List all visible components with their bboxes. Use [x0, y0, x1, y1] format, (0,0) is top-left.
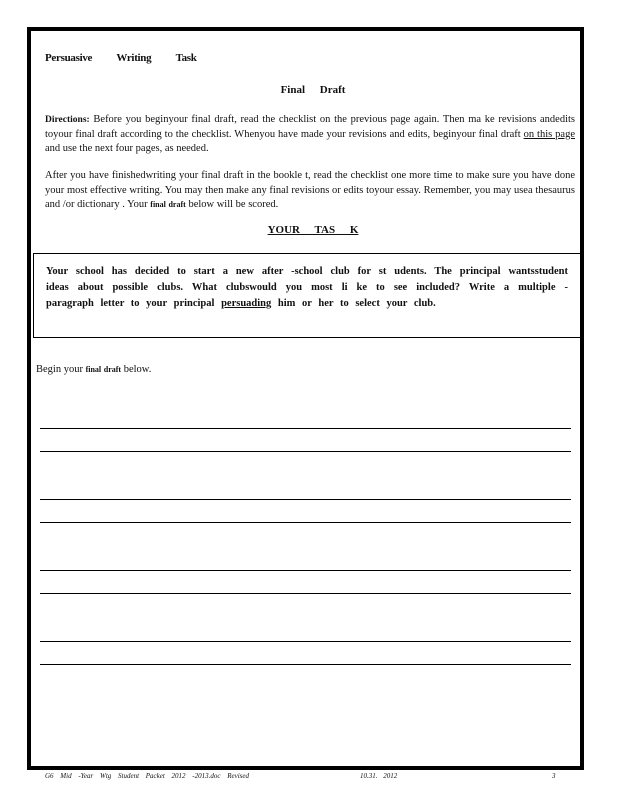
draft-small-text: draft	[168, 200, 186, 209]
task-prompt: Your school has decided to start a new after -school club for st udents. The principal wantsstudent ideas about possible clubs. What clubswould you most li ke to see included? Write a multiple -paragraph letter to your principal persuading him or her to select your club.	[46, 266, 568, 309]
header-title: Persuasive Writing Task	[45, 52, 197, 64]
writing-line[interactable]	[40, 641, 571, 642]
directions-paragraph-1	[45, 113, 575, 157]
directions-label: Directions:	[45, 115, 90, 125]
writing-line[interactable]	[40, 499, 571, 500]
writing-line[interactable]	[40, 593, 571, 594]
your-task-title: YOUR TAS K	[267, 224, 359, 236]
final-small-text: final	[150, 200, 166, 209]
writing-line[interactable]	[40, 570, 571, 571]
final-draft-title: Final Draft	[280, 84, 346, 96]
footer-date: 10.31. 2012	[360, 772, 398, 780]
writing-line[interactable]	[40, 451, 571, 452]
page-number: 3	[552, 772, 556, 780]
on-this-page-text: on this page	[523, 128, 575, 140]
persuading-text: persuading	[221, 298, 272, 309]
begin-final-small: final	[85, 365, 102, 374]
directions-text-1a: Before you beginyour final draft, read the checklist on the previous page again. Then ma ke revisions andedits toyour final draft according to the checklist. Whenyou have made your revisions and edits, beginyour final draft	[45, 114, 575, 140]
task-box	[33, 253, 582, 338]
writing-line[interactable]	[40, 664, 571, 665]
directions-paragraph-2	[45, 169, 575, 213]
writing-line[interactable]	[40, 522, 571, 523]
begin-instruction: Begin your final draft below.	[36, 364, 152, 375]
begin-draft-small: draft	[103, 365, 122, 374]
writing-line[interactable]	[40, 428, 571, 429]
directions-text-1b: and use the next four pages, as needed.	[45, 143, 209, 154]
directions-text-2b: below will be scored.	[185, 199, 279, 210]
footer-filename: G6 Mid -Year Wtg Student Packet 2012 -2013.doc Revised	[45, 772, 250, 780]
directions-text-2a: After you have finishedwriting your final draft in the bookle t, read the checklist one more time to make sure you have done your most effective writing. You may then make any final revisions or edits toyour essay. Remember, you may usea thesaurus and /or dictionary . Your	[45, 170, 575, 210]
